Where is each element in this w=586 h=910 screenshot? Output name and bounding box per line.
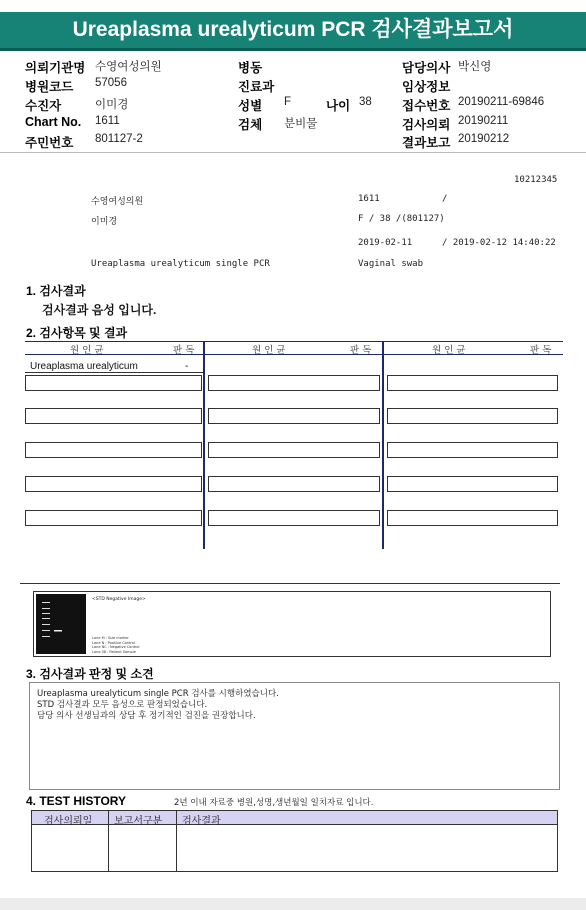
legend-line: Lane NC : Negative Control: [92, 645, 140, 649]
history-col: 보고서구분: [114, 816, 163, 827]
col-judge: 판 독: [350, 345, 372, 356]
print-test-name: Ureaplasma urealyticum single PCR: [91, 259, 270, 269]
header-label: 병원코드: [25, 80, 74, 94]
history-col: 검사결과: [182, 816, 221, 827]
section4-title: 4. TEST HISTORY: [26, 794, 127, 808]
header-label: 병동: [238, 61, 263, 75]
header-value: 수영여성의원: [95, 61, 162, 73]
result-cell: [25, 408, 202, 424]
image-caption: <STD Negative Image>: [92, 597, 146, 602]
header-label: 검체: [238, 118, 263, 132]
print-patient: 이미경: [91, 217, 118, 227]
header-value: 이미경: [95, 99, 129, 111]
print-date-report: / 2019-02-12 14:40:22: [442, 238, 556, 248]
header-label: 검사의뢰: [402, 118, 451, 132]
header-label: 결과보고: [402, 136, 451, 150]
result-row-line: [25, 372, 203, 373]
section3-title: 3. 검사결과 판정 및 소견: [26, 667, 154, 681]
section1-result: 검사결과 음성 입니다.: [42, 303, 157, 317]
col-pathogen: 원 인 균: [70, 345, 104, 356]
result-cell: [387, 476, 558, 492]
gel-bands-icon: [36, 594, 86, 654]
bottom-bar: [0, 898, 586, 910]
header-label: 수진자: [25, 99, 62, 113]
header-value: 801127-2: [95, 133, 143, 145]
print-sexage: F / 38 /(801127): [358, 214, 445, 224]
table-head-line: [25, 354, 563, 355]
print-chart: 1611: [358, 194, 380, 204]
section-divider: [20, 583, 560, 584]
col-judge: 판 독: [173, 345, 195, 356]
result-cell: [25, 476, 202, 492]
result-cell: [387, 442, 558, 458]
comment-line: 담당 의사 선생님과의 상담 후 정기적인 검진을 권장합니다.: [37, 711, 256, 721]
header-label: 임상정보: [402, 80, 451, 94]
table-col-divider: [382, 341, 384, 549]
result-cell: [387, 510, 558, 526]
result-item-value: -: [185, 361, 189, 372]
report-code: 10212345: [514, 175, 558, 185]
report-title: Ureaplasma urealyticum PCR 검사결과보고서: [0, 12, 586, 51]
col-pathogen: 원 인 균: [432, 345, 466, 356]
history-col-divider: [176, 810, 177, 872]
history-col: 검사의뢰일: [44, 816, 93, 827]
result-cell: [387, 375, 558, 391]
comment-line: Ureaplasma urealyticum single PCR 검사를 시행하였습니다.: [37, 689, 279, 699]
print-date-request: 2019-02-11: [358, 238, 413, 248]
header-label: Chart No.: [25, 115, 82, 129]
result-cell: [25, 442, 202, 458]
header-value: 1611: [95, 115, 120, 127]
gel-image: [36, 594, 86, 654]
header-label: 나이: [326, 99, 351, 113]
header-value: 38: [359, 96, 372, 108]
result-cell: [208, 442, 380, 458]
result-cell: [25, 375, 202, 391]
result-cell: [208, 375, 380, 391]
table-top-line: [25, 341, 563, 342]
result-item-name: Ureaplasma urealyticum: [30, 361, 138, 372]
print-slash: /: [442, 194, 448, 204]
print-specimen: Vaginal swab: [358, 259, 424, 269]
header-value: F: [284, 96, 292, 108]
col-judge: 판 독: [530, 345, 552, 356]
history-header: [31, 810, 558, 825]
legend-line: Lane N : Positive Control: [92, 640, 135, 645]
legend-line: Lane 08 : Patient Sample: [92, 649, 136, 654]
header-value: 20190211: [458, 115, 509, 127]
header-value: 57056: [95, 77, 127, 89]
header-value: 20190211-69846: [458, 96, 545, 108]
header-value: 분비물: [284, 118, 318, 130]
image-legend: [92, 636, 140, 654]
history-col-divider: [108, 810, 109, 872]
section2-title: 2. 검사항목 및 결과: [26, 326, 128, 340]
history-note: 2년 이내 자료중 병원,성명,생년월일 일치자료 입니다.: [174, 798, 374, 808]
header-value: 박신영: [458, 61, 492, 73]
section1-title: 1. 검사결과: [26, 284, 86, 298]
header-label: 의뢰기관명: [25, 61, 86, 75]
header-label: 접수번호: [402, 99, 451, 113]
table-col-divider: [203, 341, 205, 549]
result-cell: [25, 510, 202, 526]
header-label: 주민번호: [25, 136, 74, 150]
header-label: 진료과: [238, 80, 275, 94]
result-cell: [208, 408, 380, 424]
legend-line: Lane M : Size marker: [92, 636, 129, 640]
print-clinic: 수영여성의원: [91, 197, 144, 207]
col-pathogen: 원 인 균: [252, 345, 286, 356]
header-value: 20190212: [458, 133, 510, 145]
comment-line: STD 검사결과 모두 음성으로 판정되었습니다.: [37, 700, 208, 710]
header-label: 담당의사: [402, 61, 451, 75]
result-cell: [208, 510, 380, 526]
result-cell: [208, 476, 380, 492]
result-cell: [387, 408, 558, 424]
header-label: 성별: [238, 99, 263, 113]
header-divider: [0, 152, 586, 153]
